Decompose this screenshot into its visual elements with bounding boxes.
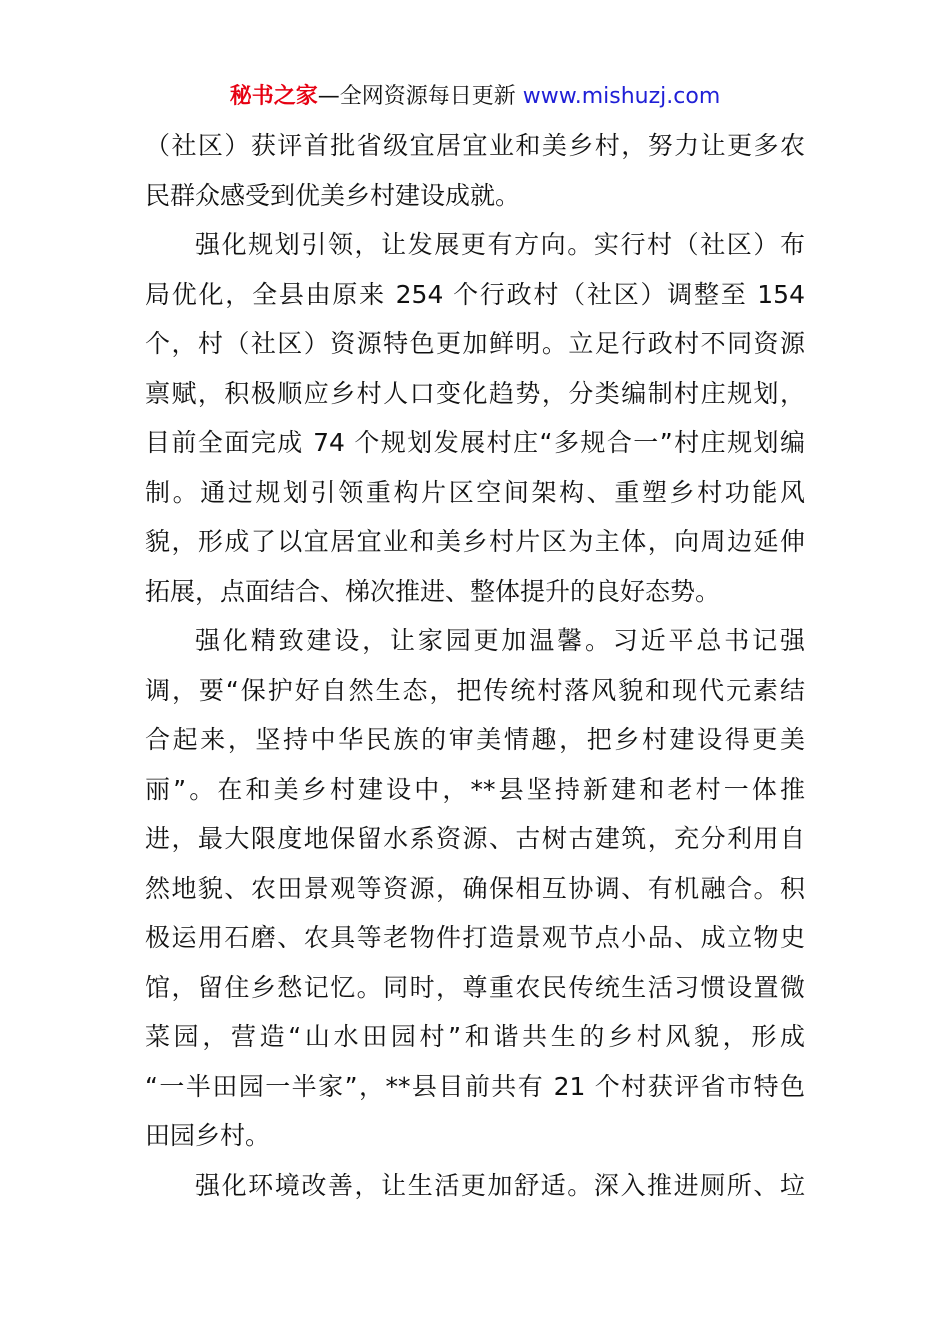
text-line: 田园乡村。 (145, 1121, 271, 1150)
document-body (145, 121, 805, 1210)
brand-name: 秘书之家 (229, 84, 318, 109)
text-line: 极运用石磨、农具等老物件打造景观节点小品、成立物史 (145, 923, 805, 952)
text-line: 强化环境改善，让生活更加舒适。深入推进厕所、垃 (195, 1170, 805, 1200)
text-line: 目前全面完成 74 个规划发展村庄“多规合一”村庄规划编 (145, 428, 805, 457)
text-line: 菜园，营造“山水田园村”和谐共生的乡村风貌，形成 (145, 1022, 805, 1051)
text-line: 局优化，全县由原来 254 个行政村（社区）调整至 154 (145, 279, 805, 309)
text-line: 拓展，点面结合、梯次推进、整体提升的良好态势。 (145, 576, 721, 606)
text-line: “一半田园一半家”，**县目前共有 21 个村获评省市特色 (145, 1071, 805, 1101)
text-line: 强化精致建设，让家园更加温馨。习近平总书记强 (195, 626, 805, 655)
page-header (0, 82, 950, 112)
text-line: 馆，留住乡愁记忆。同时，尊重农民传统生活习惯设置微 (145, 972, 805, 1002)
text-line: 合起来，坚持中华民族的审美情趣，把乡村建设得更美 (145, 725, 805, 754)
text-line: 进，最大限度地保留水系资源、古树古建筑，充分利用自 (145, 824, 805, 853)
text-line: 丽”。在和美乡村建设中，**县坚持新建和老村一体推 (145, 774, 805, 804)
header-tagline: —全网资源每日更新 (317, 84, 516, 109)
text-line: 貌，形成了以宜居宜业和美乡村片区为主体，向周边延伸 (145, 527, 805, 556)
site-url-link[interactable]: www.mishuzj.com (522, 84, 721, 109)
text-line: 禀赋，积极顺应乡村人口变化趋势，分类编制村庄规划， (145, 378, 805, 408)
text-line: 民群众感受到优美乡村建设成就。 (145, 180, 521, 210)
text-line: 制。通过规划引领重构片区空间架构、重塑乡村功能风 (145, 477, 805, 507)
text-line: 个，村（社区）资源特色更加鲜明。立足行政村不同资源 (145, 329, 805, 358)
text-line: 强化规划引领，让发展更有方向。实行村（社区）布 (195, 230, 805, 259)
text-line: 调，要“保护好自然生态，把传统村落风貌和现代元素结 (145, 675, 805, 705)
text-line: 然地貌、农田景观等资源，确保相互协调、有机融合。积 (145, 873, 805, 903)
text-line: （社区）获评首批省级宜居宜业和美乡村，努力让更多农 (145, 131, 805, 160)
